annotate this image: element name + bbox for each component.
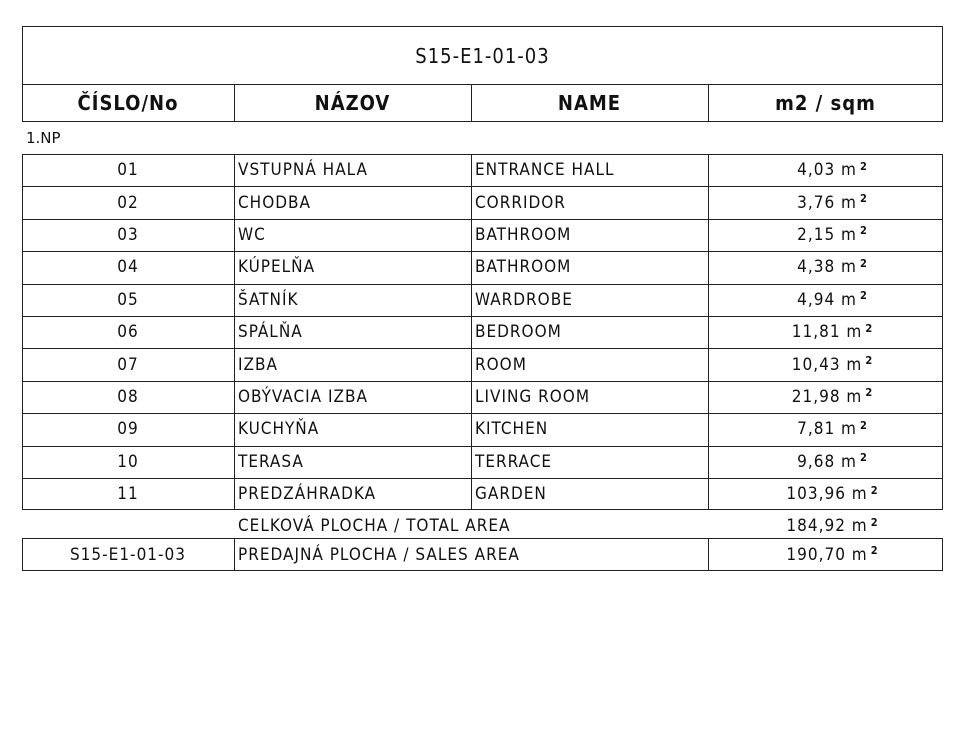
room-area-unit-exp: 2 [859, 451, 868, 465]
room-name-en: TERRACE [475, 451, 553, 472]
room-area-unit-exp: 2 [865, 354, 874, 368]
total-area-number: 184,92 [786, 516, 846, 536]
header-name-sk: NÁZOV [314, 91, 391, 115]
room-name-en: ENTRANCE HALL [475, 160, 615, 181]
room-area-unit: m [841, 257, 857, 278]
room-area-number: 2,15 [797, 224, 836, 245]
room-name-en: LIVING ROOM [475, 386, 591, 407]
room-name-sk: KUCHYŇA [238, 419, 320, 440]
room-area [708, 154, 943, 186]
room-number: 04 [117, 257, 139, 278]
room-area-unit: m [846, 354, 863, 375]
room-area [708, 251, 943, 283]
room-name-sk: IZBA [238, 354, 278, 375]
room-name-en: KITCHEN [475, 419, 549, 440]
room-name-sk: TERASA [238, 451, 304, 472]
room-area-number: 7,81 [797, 419, 836, 440]
room-number: 09 [117, 419, 139, 440]
header-area: m2 / sqm [775, 91, 876, 115]
room-name-sk: KÚPELŇA [238, 257, 316, 278]
room-number: 06 [117, 322, 139, 343]
total-area-value [708, 512, 943, 540]
room-area-number: 3,76 [797, 192, 836, 213]
room-name-en: WARDROBE [475, 289, 573, 310]
room-number: 11 [117, 484, 139, 505]
header-number: ČÍSLO/No [77, 91, 179, 115]
room-area-number: 9,68 [797, 451, 836, 472]
sales-area-unit-exp: 2 [870, 544, 879, 557]
sales-area-unit: m [851, 544, 868, 565]
room-area-unit: m [841, 419, 857, 440]
room-number: 01 [117, 160, 139, 181]
room-area-unit-exp: 2 [870, 483, 879, 497]
room-number: 07 [117, 354, 139, 375]
room-name-sk: OBÝVACIA IZBA [238, 386, 368, 407]
room-area-unit: m [841, 289, 857, 310]
room-name-sk: VSTUPNÁ HALA [238, 160, 369, 181]
room-area-unit-exp: 2 [859, 289, 868, 303]
room-area-number: 11,81 [791, 322, 841, 343]
room-name-sk: ŠATNÍK [238, 289, 299, 310]
total-area-unit-exp: 2 [870, 515, 879, 529]
room-area-unit: m [841, 451, 857, 472]
room-area [708, 284, 943, 316]
room-name-en: GARDEN [475, 484, 547, 505]
room-number: 05 [117, 289, 139, 310]
room-number: 02 [117, 192, 139, 213]
room-area-number: 4,03 [797, 160, 836, 181]
sales-code: S15-E1-01-03 [69, 544, 187, 565]
room-area [708, 446, 943, 478]
room-name-en: BATHROOM [475, 257, 572, 278]
room-name-en: BATHROOM [475, 224, 572, 245]
room-area-unit: m [846, 322, 863, 343]
room-name-sk: PREDZÁHRADKA [238, 484, 377, 505]
room-area-unit-exp: 2 [859, 192, 868, 206]
room-area [708, 219, 943, 251]
room-area [708, 478, 943, 510]
room-area-unit-exp: 2 [859, 418, 868, 432]
room-area-unit: m [841, 192, 857, 213]
room-area-number: 10,43 [791, 354, 841, 375]
room-area [708, 413, 943, 445]
room-name-en: ROOM [475, 354, 527, 375]
header-name-en: NAME [557, 91, 622, 115]
room-name-sk: WC [238, 224, 266, 245]
sales-area-label: PREDAJNÁ PLOCHA / SALES AREA [238, 544, 520, 565]
room-area-number: 4,94 [797, 289, 836, 310]
room-area-unit: m [851, 484, 868, 505]
floor-label: 1.NP [26, 129, 61, 147]
room-number: 10 [117, 451, 139, 472]
room-name-sk: SPÁLŇA [238, 322, 303, 343]
total-area-unit: m [851, 516, 868, 536]
room-area-unit-exp: 2 [865, 321, 874, 335]
room-name-en: BEDROOM [475, 322, 562, 343]
room-name-en: CORRIDOR [475, 192, 566, 213]
total-area-label: CELKOVÁ PLOCHA / TOTAL AREA [238, 516, 511, 536]
room-area-number: 21,98 [791, 386, 841, 407]
room-area-unit-exp: 2 [859, 224, 868, 238]
room-area-unit: m [841, 160, 857, 181]
room-area [708, 186, 943, 218]
room-area [708, 316, 943, 348]
room-name-sk: CHODBA [238, 192, 311, 213]
room-area-unit: m [841, 224, 857, 245]
room-number: 03 [117, 224, 139, 245]
room-area [708, 348, 943, 380]
room-number: 08 [117, 386, 139, 407]
room-area-number: 103,96 [786, 484, 846, 505]
unit-title: S15-E1-01-03 [415, 43, 550, 68]
room-area-number: 4,38 [797, 257, 836, 278]
room-area-unit: m [846, 386, 863, 407]
room-area-unit-exp: 2 [865, 386, 874, 400]
sales-area-value [708, 538, 943, 571]
room-area-unit-exp: 2 [859, 159, 868, 173]
room-area [708, 381, 943, 413]
room-area-unit-exp: 2 [859, 256, 868, 270]
sales-area-number: 190,70 [786, 544, 846, 565]
